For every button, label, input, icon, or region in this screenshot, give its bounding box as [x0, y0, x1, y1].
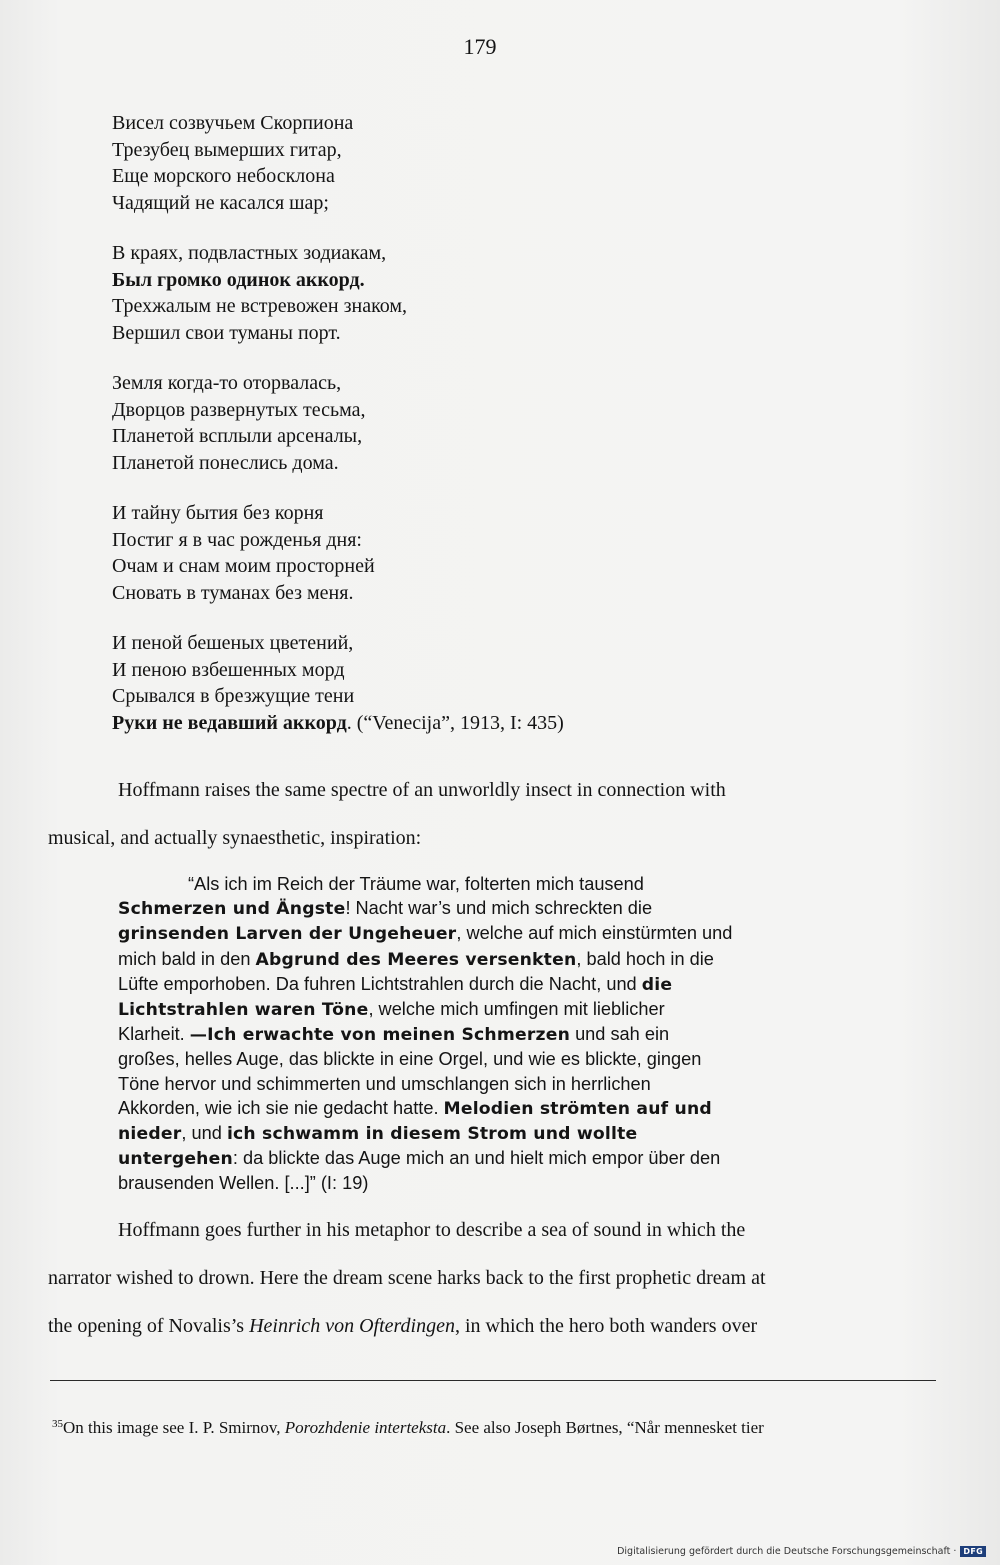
- poem-line-text: Планетой всплыли арсеналы,: [112, 425, 363, 447]
- poem-line: [112, 190, 912, 217]
- poem-line-text: В краях, подвластных зодиакам,: [112, 242, 387, 264]
- poem-stanza: [112, 630, 912, 736]
- poem-line-text: И пеной бешеных цветений,: [112, 632, 354, 654]
- poem-line: [112, 163, 912, 190]
- poem-line: [112, 423, 912, 450]
- quote-text: , und: [181, 1123, 227, 1144]
- poem-line-text: Еще морского небосклона: [112, 165, 335, 187]
- paragraph-1-line-1: Hoffmann raises the same spectre of an unworldly insect in connection with: [118, 779, 726, 801]
- poem-line: [112, 370, 912, 397]
- paragraph-2-line-2: narrator wished to drown. Here the dream scene harks back to the first prophetic dream at: [48, 1267, 766, 1289]
- poem-line: [112, 450, 912, 477]
- poem-line-text: И тайну бытия без корня: [112, 502, 324, 524]
- poem-line: [112, 397, 912, 424]
- poem-line-text: Висел созвучьем Скорпиона: [112, 112, 354, 134]
- paragraph-2-line-3-text: the opening of Novalis’s: [48, 1315, 250, 1337]
- quote-emphasis: die: [641, 974, 673, 995]
- footnote-number: 35: [52, 1418, 63, 1430]
- quote-line: [118, 1096, 858, 1121]
- poem-line-text: Очам и снам моим просторней: [112, 555, 375, 577]
- poem-line-text: Постиг я в час рожденья дня:: [112, 528, 362, 551]
- poem-line: [112, 293, 912, 320]
- quote-emphasis: nieder: [118, 1124, 182, 1145]
- quote-text: “Als ich im Reich der Träume war, folterten mich tausend: [188, 874, 644, 894]
- quote-line: [118, 1047, 858, 1071]
- poem-stanza: [112, 110, 912, 216]
- poem-line: [112, 500, 912, 527]
- footnote: [52, 1418, 952, 1438]
- paragraph-2-line-1: Hoffmann goes further in his metaphor to describe a sea of sound in which the: [118, 1219, 746, 1241]
- book-title: Heinrich von Ofterdingen: [249, 1315, 455, 1337]
- poem: [112, 110, 912, 760]
- quote-text: mich bald in den: [118, 948, 256, 969]
- poem-line: [112, 137, 912, 164]
- quote-text: Lüfte emporhoben. Da fuhren Lichtstrahlen durch die Nacht, und: [118, 973, 642, 994]
- poem-line-text: Вершил свои туманы порт.: [112, 321, 341, 344]
- paragraph-2-line-3-tail: , in which the hero both wanders over: [454, 1315, 758, 1337]
- poem-line-text: Трехжалым не встревожен знаком,: [112, 295, 408, 317]
- poem-line: [112, 580, 912, 607]
- dfg-logo: DFG: [960, 1546, 986, 1557]
- poem-line: [112, 710, 912, 737]
- poem-stanza: [112, 240, 912, 346]
- poem-line: [112, 683, 912, 710]
- poem-line-text: Руки не ведавший аккорд: [112, 711, 347, 734]
- poem-line: [112, 110, 912, 137]
- poem-line-text: Земля когда-то оторвалась,: [112, 372, 342, 394]
- paragraph-1-line-2: musical, and actually synaesthetic, inspiration:: [48, 827, 422, 849]
- quote-text: großes, helles Auge, das blickte in eine Orgel, und wie es blickte, gingen: [118, 1049, 702, 1070]
- quote-line: [118, 1022, 858, 1047]
- quote-text: Akkorden, wie ich sie nie gedacht hatte.: [118, 1097, 444, 1118]
- poem-line-text: Был громко одинок аккорд.: [112, 268, 365, 291]
- poem-citation: . (“Venecija”, 1913, I: 435): [346, 711, 564, 734]
- quote-line: [118, 997, 858, 1022]
- paragraph-2-line-3: [48, 1302, 938, 1350]
- page-number: 179: [463, 34, 497, 59]
- quote-emphasis: Abgrund des Meeres versenkten: [255, 949, 577, 970]
- poem-line: [112, 240, 912, 267]
- quote-line: [118, 872, 858, 896]
- block-quote: [118, 872, 858, 1196]
- poem-line: [112, 630, 912, 657]
- quote-line: [118, 1171, 858, 1195]
- quote-text: , welche auf mich einstürmten und: [456, 923, 733, 944]
- quote-text: brausenden Wellen. [...]” (I: 19): [118, 1173, 369, 1194]
- poem-line-text: Срывался в брезжущие тени: [112, 685, 355, 707]
- footnote-text-after: . See also Joseph Børtnes, “Når mennesket tier: [446, 1418, 764, 1437]
- footnote-title: Porozhdenie interteksta: [284, 1418, 447, 1437]
- quote-text: Töne hervor und schimmerten und umschlangen sich in herrlichen: [118, 1073, 651, 1094]
- quote-emphasis: untergehen: [118, 1149, 233, 1170]
- footnote-text-before: On this image see I. P. Smirnov,: [63, 1418, 285, 1437]
- quote-line: [118, 921, 858, 946]
- quote-line: [118, 972, 858, 997]
- quote-text: , bald hoch in die: [576, 948, 714, 969]
- footer-text: Digitalisierung gefördert durch die Deutsche Forschungsgemeinschaft ·: [617, 1546, 957, 1557]
- quote-line: [118, 1072, 858, 1096]
- quote-emphasis: Schmerzen und Ängste: [118, 899, 346, 920]
- poem-line-text: И пеною взбешенных морд: [112, 658, 345, 681]
- footnote-divider: [50, 1380, 936, 1381]
- poem-line-text: Дворцов развернутых тесьма,: [112, 398, 366, 421]
- poem-line: [112, 267, 912, 294]
- quote-text: Klarheit.: [118, 1024, 190, 1045]
- poem-line: [112, 527, 912, 554]
- quote-text: ! Nacht war’s und mich schreckten die: [345, 898, 653, 919]
- quote-line: [118, 896, 858, 921]
- poem-line-text: Сновать в туманах без меня.: [112, 581, 354, 604]
- digitization-footer: [617, 1546, 986, 1557]
- poem-stanza: [112, 500, 912, 606]
- quote-line: [118, 1121, 858, 1146]
- poem-line-text: Трезубец вымерших гитар,: [112, 138, 342, 161]
- poem-line-text: Чадящий не касался шар;: [112, 191, 329, 214]
- poem-line: [112, 657, 912, 684]
- quote-text: : da blickte das Auge mich an und hielt mich empor über den: [232, 1148, 721, 1169]
- quote-line: [118, 947, 858, 972]
- poem-line: [112, 553, 912, 580]
- quote-emphasis: ich schwamm in diesem Strom und wollte: [226, 1124, 638, 1145]
- poem-line-text: Планетой понеслись дома.: [112, 451, 339, 474]
- quote-emphasis: Lichtstrahlen waren Töne: [118, 1000, 369, 1021]
- poem-line: [112, 320, 912, 347]
- quote-line: [118, 1146, 858, 1171]
- quote-emphasis: —Ich erwachte von meinen Schmerzen: [189, 1025, 571, 1046]
- poem-stanza: [112, 370, 912, 476]
- quote-emphasis: grinsenden Larven der Ungeheuer: [118, 924, 457, 945]
- quote-emphasis: Melodien strömten auf und: [443, 1098, 712, 1119]
- quote-text: und sah ein: [570, 1024, 670, 1045]
- quote-text: , welche mich umfingen mit lieblicher: [368, 999, 665, 1020]
